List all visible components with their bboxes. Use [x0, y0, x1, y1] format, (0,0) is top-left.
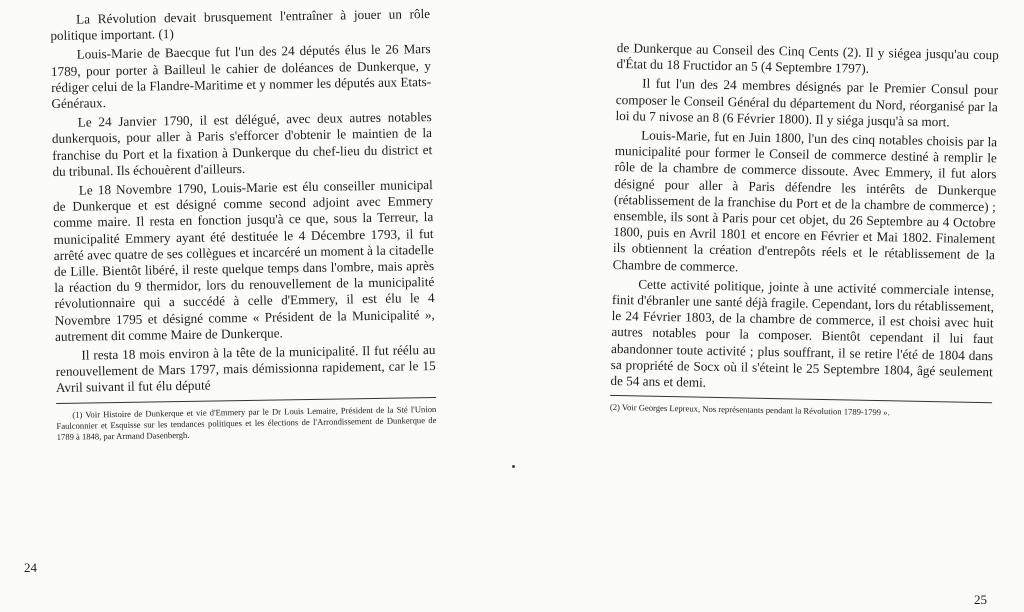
paragraph: Le 24 Janvier 1790, il est délégué, avec deux autres notables dunkerquois, pour aller à Paris s'efforcer d'obtenir le maintien de la franchise du Port et la fixation à Dunkerque du chef-lieu du district et du tribunal. Ils échouèrent d'ailleurs.	[51, 109, 433, 179]
footnote: (2) Voir Georges Lepreux, Nos représentants pendant la Révolution 1789-1799 ».	[609, 402, 890, 418]
paragraph: Louis-Marie, fut en Juin 1800, l'un des cinq notables choisis par la municipalité pour former le Conseil de commerce destiné à remplir le rôle de la chambre de commerce dissoute. Avec Emmery, il fut alors désigné pour aller à Paris défendre les intérêts de Dunkerque (rétablissement de la franchise du Port et de la chambre de commerce) ; ensemble, ils sont à Paris pour cet objet, du 26 Septembre au 4 Octobre 1800, puis en Avril 1801 et encore en Février et Mai 1802. Finalement ils obtiennent la création d'entrepôts réels et le rétablissement de la Chambre de commerce.	[612, 127, 998, 275]
footnote-separator	[610, 395, 992, 403]
paragraph: Il resta 18 mois environ à la tête de la municipalité. Il fut réélu au renouvellement de Mars 1797, mais démissionna rapidement, car le 15 Avril suivant il fut élu député	[55, 342, 436, 396]
page-number: 25	[974, 592, 987, 607]
paragraph: de Dunkerque au Conseil des Cinq Cents (2). Il y siégea jusqu'au coup d'État du 18 Fructidor an 5 (4 Septembre 1797).	[616, 40, 999, 77]
left-text-column	[50, 6, 437, 443]
paragraph: Le 18 Novembre 1790, Louis-Marie est élu conseiller municipal de Dunkerque et est désigné comme second adjoint avec Emmery comme maire. Il resta en fonction jusqu'à ce que, sous la Terreur, la municipalité Emmery ayant été destituée le 4 Décembre 1793, il fut arrêté avec quatre de ses collègues et incarcéré un moment à la citadelle de Lille. Bientôt libéré, il reste quelque temps dans l'ombre, mais après la réaction du 9 thermidor, lors du renouvellement de la municipalité révolutionnaire qui a succédé à celle d'Emmery, il est élu le 4 Novembre 1795 et désigné comme « Président de la Municipalité », autrement dit comme Maire de Dunkerque.	[52, 177, 435, 344]
footnote: (1) Voir Histoire de Dunkerque et vie d'Emmery par le Dr Louis Lemaire, Président de la Sté l'Union Faulconnier et Esquisse sur les tendances politiques et les élections de l'Arrondissement de Dunkerque de 1789 à 1848, par Armand Dasenbergh.	[56, 403, 437, 442]
paragraph: Il fut l'un des 24 membres désignés par le Premier Consul pour composer le Conseil Général du département du Nord, réorganisé par la loi du 7 nivose an 8 (6 Février 1800). Il y siéga jusqu'à sa mort.	[615, 75, 999, 130]
footnote-separator	[56, 397, 436, 404]
paragraph: Louis-Marie de Baecque fut l'un des 24 députés élus le 26 Mars 1789, pour porter à Bailleul le cahier de doléances de Dunkerque, y rédiger celui de la Flandre-Maritime et y nommer les députés aux Etats-Généraux.	[50, 41, 432, 112]
paragraph: La Révolution devait brusquement l'entraîner à jouer un rôle politique important. (1)	[50, 6, 431, 44]
right-text-column	[610, 40, 999, 421]
page-number: 24	[24, 560, 37, 575]
right-page	[512, 0, 1024, 612]
paragraph: Cette activité politique, jointe à une activité commerciale intense, finit d'ébranler une santé déjà fragile. Cependant, lors du rétablissement, le 24 Février 1803, de la chambre de commerce, il est choisi avec huit autres notables pour la composer. Bientôt cependant il lui faut abandonner toute activité ; plus souffrant, il se retire l'été de 1804 dans sa propriété de Socx où il s'éteint le 25 Septembre 1804, âgé seulement de 54 ans et demi.	[610, 276, 995, 390]
